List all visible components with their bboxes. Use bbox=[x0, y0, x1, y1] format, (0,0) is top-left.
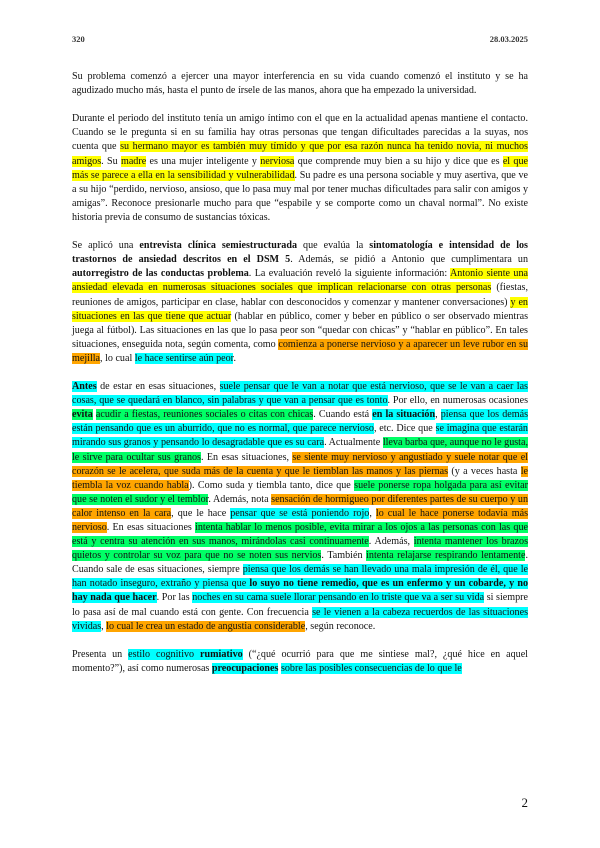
highlighted-text: su hermano mayor es también muy tímido y que por esa razón nunca ha tenido novia, ni muchos amigos bbox=[72, 141, 528, 167]
text-run: . En esas situaciones bbox=[106, 522, 196, 533]
text-run: , bbox=[369, 507, 376, 519]
text-run: . Además, se pidió a Antonio que cumplimentara un bbox=[290, 254, 528, 266]
highlighted-text: sensación de hormigueo por diferentes partes de su cuerpo y un calor intenso en la cara bbox=[72, 493, 528, 519]
highlighted-text: suele pensar que le van a notar que está nervioso, que se le van a caer las cosas, que se quedará en blanco, sin palabras y que van a pensar que es tonto bbox=[72, 381, 528, 407]
text-run: Presenta un bbox=[72, 648, 129, 660]
text-run: autorregistro de las conductas problema bbox=[72, 268, 249, 280]
text-run: , bbox=[101, 620, 107, 632]
highlighted-text: lo cual le crea un estado de angustia considerable bbox=[106, 620, 306, 632]
paragraph-2 bbox=[72, 112, 528, 225]
highlighted-text: madre bbox=[120, 155, 147, 167]
highlighted-text: intenta hablar lo menos posible, evita mirar a los ojos a las personas con las que está y centra su atención en sus manos, mirándolas casi continuamente bbox=[72, 522, 528, 548]
text-run: Se aplicó una bbox=[72, 240, 140, 252]
highlighted-text: lleva barba que, aunque no le gusta, le sirve para ocultar sus granos bbox=[72, 437, 528, 463]
highlighted-text: lo suyo no tiene remedio, que es un enfermo y un cobarde, y no hay nada que hacer bbox=[72, 578, 529, 604]
highlighted-text: pensar que se está poniendo rojo bbox=[230, 507, 370, 519]
text-run: . bbox=[233, 352, 236, 364]
page-number: 2 bbox=[521, 795, 528, 810]
highlighted-text: piensa que los demás están pensando que es un aburrido, que no es normal, que parece nervioso bbox=[72, 409, 529, 435]
highlighted-text: estilo cognitivo bbox=[128, 648, 201, 660]
text-run: (y a veces hasta bbox=[448, 465, 521, 477]
text-run: . Su bbox=[101, 155, 121, 167]
text-run: sintomatología e intensidad de los trastornos de ansiedad descritos en el DSM 5 bbox=[72, 240, 528, 266]
highlighted-text: intenta relajarse respirando lentamente bbox=[366, 550, 526, 562]
paragraph-3 bbox=[72, 239, 528, 366]
highlighted-text: Antonio siente una ansiedad elevada en numerosas situaciones sociales que implican relacionarse con otras personas bbox=[72, 268, 528, 294]
text-run: que comprende muy bien a su hijo y dice que es bbox=[294, 155, 503, 167]
highlighted-text: intenta mantener los brazos quietos y controlar su voz para que no se noten sus nervios bbox=[72, 536, 528, 562]
highlighted-text: Antes bbox=[72, 381, 97, 393]
text-run: . En esas situaciones, bbox=[200, 451, 293, 463]
text-run: (hablar en público, comer y beber en público o ser observado mientras juega al fútbol). Las situaciones en las que lo pasa peor son “quedar con chicas” y “hablar en público”. En tales situaciones, enseguida nota, según comenta, como bbox=[72, 310, 528, 350]
highlighted-text: en la situación bbox=[372, 409, 436, 421]
header-document-number: 320 bbox=[72, 34, 85, 44]
text-run: . También bbox=[321, 550, 367, 562]
text-run: (fiestas, reuniones de amigos, participar en clase, hablar con desconocidos y comenzar y mantener conversaciones) bbox=[72, 282, 528, 308]
text-run: si siempre lo pasa así de mal cuando está con gente. Con frecuencia bbox=[72, 592, 529, 618]
highlighted-text: sobre las posibles consecuencias de lo que le bbox=[280, 662, 462, 674]
text-run: Durante el periodo del instituto tenía un amigo íntimo con el que en la actualidad apenas mantiene el contacto. Cuando se le pregunta si en su familia hay otras personas que tengan dificultades parecidas a la suyas, nos cuenta que bbox=[72, 113, 528, 153]
text-run: , que le hace bbox=[171, 507, 231, 519]
text-run: ). Como suda y tiembla tanto, dice que bbox=[188, 479, 355, 491]
text-run: . Cuando está bbox=[313, 409, 373, 421]
highlighted-text: y en situaciones en las que tiene que actuar bbox=[72, 296, 528, 322]
text-run: (“¿qué ocurrió para que me sintiese mal?, ¿qué hice en aquel momento?”), así como numerosas bbox=[72, 648, 528, 674]
text-run: que evalúa la bbox=[297, 240, 370, 252]
text-run: Su problema comenzó a ejercer una mayor interferencia en su vida cuando comenzó el instituto y se ha agudizado mucho más, hasta el punto de írsele de las manos, ahora que ha empezado la universidad. bbox=[72, 71, 528, 97]
highlighted-text: lo cual le hace ponerse todavía más nervioso bbox=[72, 507, 528, 533]
text-run: , etc. Dice que bbox=[373, 423, 436, 435]
text-run: , bbox=[435, 409, 441, 421]
highlighted-text: nerviosa bbox=[260, 155, 295, 167]
highlighted-text: rumiativo bbox=[200, 648, 243, 660]
highlighted-text: noches en su cama suele llorar pensando en lo triste que va a ser su vida bbox=[192, 592, 485, 604]
highlighted-text: le hace sentirse aún peor bbox=[134, 352, 234, 364]
highlighted-text: suele ponerse ropa holgada para así evitar que se noten el sudor y el temblor bbox=[72, 479, 528, 505]
text-run: , lo cual bbox=[100, 352, 135, 364]
text-run: . La evaluación reveló la siguiente información: bbox=[248, 268, 450, 280]
text-run: es una mujer inteligente y bbox=[146, 155, 261, 167]
highlighted-text: preocupaciones bbox=[211, 662, 279, 674]
text-run: , según reconoce. bbox=[305, 620, 376, 632]
highlighted-text: acudir a fiestas, reuniones sociales o citas con chicas bbox=[95, 409, 314, 421]
highlighted-text: se imagina que estarán mirando sus granos y pensando lo desagradable que es su cara bbox=[72, 423, 528, 449]
highlighted-text: piensa que los demás se han llevado una mala impresión de él, que le han notado inseguro, extraño y piensa que bbox=[72, 564, 528, 590]
highlighted-text: se siente muy nervioso y angustiado y suele notar que el corazón se le acelera, que suda más de la cuenta y que le tiemblan las manos y las piernas bbox=[72, 451, 528, 477]
text-run: . Por ello, en numerosas ocasiones bbox=[387, 395, 528, 407]
text-run: . Por las bbox=[156, 592, 193, 604]
paragraph-4 bbox=[72, 380, 528, 634]
paragraph-1 bbox=[72, 70, 528, 98]
highlighted-text: comienza a ponerse nervioso y a aparecer un leve rubor en su mejilla bbox=[72, 338, 529, 364]
highlighted-text: se le vienen a la cabeza recuerdos de las situaciones vividas bbox=[72, 606, 528, 632]
text-run: . Su padre es una persona sociable y muy asertiva, que ve a su hijo “perdido, nervioso, ansioso, que lo pasa muy mal por tener muchas dificultades para salir con amigos y amigas”. Reconoce presionarle mucho para que “espabile y se comporte como un chaval normal”. No existe historia previa de consumo de sustancias tóxicas. bbox=[72, 169, 528, 223]
highlighted-text: le tiembla la voz cuando habla bbox=[72, 465, 528, 491]
text-run: . Cuando sale de esas situaciones, siempre bbox=[72, 550, 528, 576]
text-run: entrevista clínica semiestructurada bbox=[139, 240, 298, 252]
document-body bbox=[72, 70, 528, 690]
text-run: de estar en esas situaciones, bbox=[96, 381, 220, 393]
text-run: . Actualmente bbox=[324, 437, 383, 449]
highlighted-text: el que más se parece a ella en la sensibilidad y vulnerabilidad bbox=[72, 155, 528, 181]
header-date: 28.03.2025 bbox=[489, 34, 528, 44]
text-run: . Además, bbox=[368, 536, 414, 548]
text-run: . Además, nota bbox=[208, 493, 272, 505]
paragraph-5 bbox=[72, 648, 528, 676]
highlighted-text: evita bbox=[72, 409, 93, 421]
